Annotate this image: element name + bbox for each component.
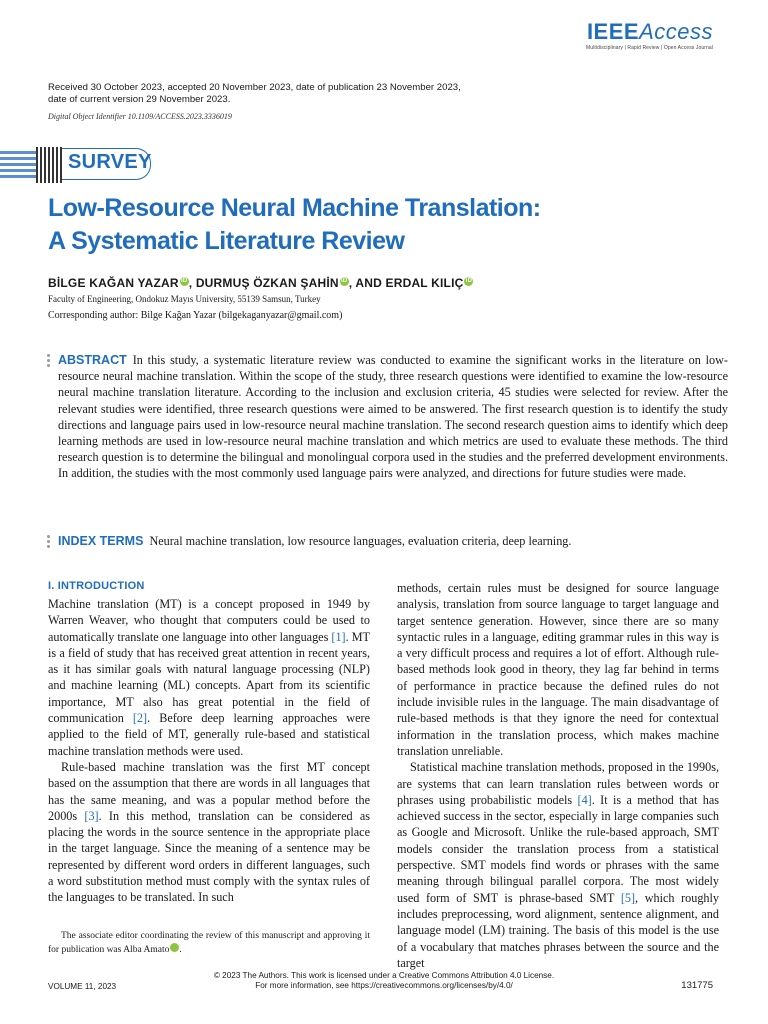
abstract-text: In this study, a systematic literature review was conducted to examine the significant works in the literature on low-resource neural machine translation. Within the scope of the study, three research questions were identified to examine the low-resource neural machine translation literature. According to the inclusion and exclusion criteria, 45 studies were selected for review. After the relevant studies were identified, three research questions were aimed to be answered. The first research question is to identify the study directions and language pairs used in low-resource neural machine translation. The second research question aims to identify which deep learning methods are used in low-resource neural machine translation and which metrics are used to evaluate these methods. The third research question is to determine the bilingual and monolingual corpora used in the studies and the preferred development environments. In addition, the studies with the most commonly used language pairs were analyzed, and directions for future studies were made. xyxy=(58,353,728,481)
logo-tagline: Multidisciplinary | Rapid Review | Open Access Journal xyxy=(586,45,713,51)
license-line-2[interactable]: For more information, see https://creativecommons.org/licenses/by/4.0/ xyxy=(255,981,513,990)
citation-link[interactable]: [5] xyxy=(620,890,636,905)
citation-link[interactable]: [4] xyxy=(577,792,592,807)
footnote: The associate editor coordinating the review of this manuscript and approving it for publication was Alba Amato iD. xyxy=(48,931,370,956)
index-terms-label: INDEX TERMS xyxy=(58,534,144,548)
right-column xyxy=(397,580,719,971)
paragraph: Machine translation (MT) is a concept proposed in 1949 by Warren Weaver, who thought that computers could be used to automatically translate one language into other languages [1]. MT is a field of study that has received great attention in recent years, as it has similar goals with natural language processing (NLP) and machine learning (ML) concepts. Apart from its scientific importance, MT also has great potential in the field of communication [2]. Before deep learning approaches were applied to the field of MT, generally rule-based and statistical machine translation methods were used. xyxy=(48,597,371,758)
author-2: , DURMUŞ ÖZKAN ŞAHİN xyxy=(188,276,339,290)
title-line-2: A Systematic Literature Review xyxy=(48,227,405,255)
index-terms-text: Neural machine translation, low resource languages, evaluation criteria, deep learning. xyxy=(149,534,572,548)
index-terms-dots-icon xyxy=(47,535,51,550)
doi: Digital Object Identifier 10.1109/ACCESS.2023.3336019 xyxy=(48,112,232,121)
orcid-icon[interactable]: iD xyxy=(465,278,473,284)
citation-link[interactable]: [1] xyxy=(331,629,346,644)
paper-title xyxy=(48,192,708,258)
orcid-icon[interactable]: iD xyxy=(170,943,179,952)
volume-label: VOLUME 11, 2023 xyxy=(48,982,117,991)
citation-link[interactable]: [2] xyxy=(132,711,148,726)
paragraph: Statistical machine translation methods, proposed in the 1990s, are systems that can learn translation rules between words or phrases using probabilistic models [4]. It is a method that has achieved success in the sector, especially in large companies such as Google and Microsoft. Unlike the rule-based approach, SMT models consider the translation process from a statistical perspective. SMT models find words or phrases with the same meaning through bilingual parallel corpora. The most widely used form of SMT is phrase-based SMT [5], which roughly includes preprocessing, word alignment, sentence alignment, and language model (LM) training. The basis of this model is the use of a vocabulary that matches phrases between the source and the target xyxy=(397,760,720,970)
affiliation: Faculty of Engineering, Ondokuz Mayıs University, 55139 Samsun, Turkey xyxy=(48,294,321,304)
license-line-1: © 2023 The Authors. This work is licensed under a Creative Commons Attribution 4.0 License. xyxy=(213,971,555,980)
title-line-1: Low-Resource Neural Machine Translation: xyxy=(48,194,541,222)
orcid-icon[interactable]: iD xyxy=(341,278,348,284)
index-terms xyxy=(58,533,728,549)
orcid-icon[interactable]: iD xyxy=(181,278,188,284)
logo-access: Access xyxy=(639,19,713,44)
citation-link[interactable]: [3] xyxy=(84,808,99,823)
section-heading: I. INTRODUCTION xyxy=(48,580,145,592)
author-list xyxy=(48,276,473,290)
abstract-dots-icon xyxy=(47,354,51,369)
left-column xyxy=(48,596,370,906)
abstract-label: ABSTRACT xyxy=(58,353,127,367)
logo-ieee: IEEE xyxy=(586,19,640,44)
publication-dates: Received 30 October 2023, accepted 20 November 2023, date of publication 23 November 2023, date of current version 29 November 2023. xyxy=(48,82,461,105)
banner-stripes xyxy=(0,151,36,183)
paragraph: methods, certain rules must be designed for source language analysis, translation from source language to target language and target sentence generation. However, since there are so many syntactic rules in a language, editing grammar rules in this way is a very difficult process and requires a lot of effort. Although rule-based methods look good in theory, they lag far behind in terms of performance in practice because the defined rules do not include invisible rules in the language. The main disadvantage of rule-based methods is that they ignore the need for contextual information in the translation process, which makes machine translation unreliable. xyxy=(397,581,719,758)
page-number: 131775 xyxy=(681,980,713,991)
paragraph: Rule-based machine translation was the first MT concept based on the assumption that there are words in all languages that has the same meaning, and was a popular method before the 2000s [3]. In this method, translation can be considered as placing the words in the source sentence in the appropriate place in the target language. Since the meaning of a sentence may be represented by different word orders in different languages, such a word substitution method must comply with the syntax rules of the languages to be translated. In such xyxy=(48,759,370,905)
abstract xyxy=(58,352,728,482)
banner-bars xyxy=(36,147,64,183)
author-3: , AND ERDAL KILIÇ xyxy=(348,276,464,290)
journal-logo xyxy=(586,20,713,51)
corresponding-author: Corresponding author: Bilge Kağan Yazar (bilgekaganyazar@gmail.com) xyxy=(48,310,343,321)
author-1: BİLGE KAĞAN YAZAR xyxy=(48,276,179,290)
survey-label: SURVEY xyxy=(68,151,152,173)
